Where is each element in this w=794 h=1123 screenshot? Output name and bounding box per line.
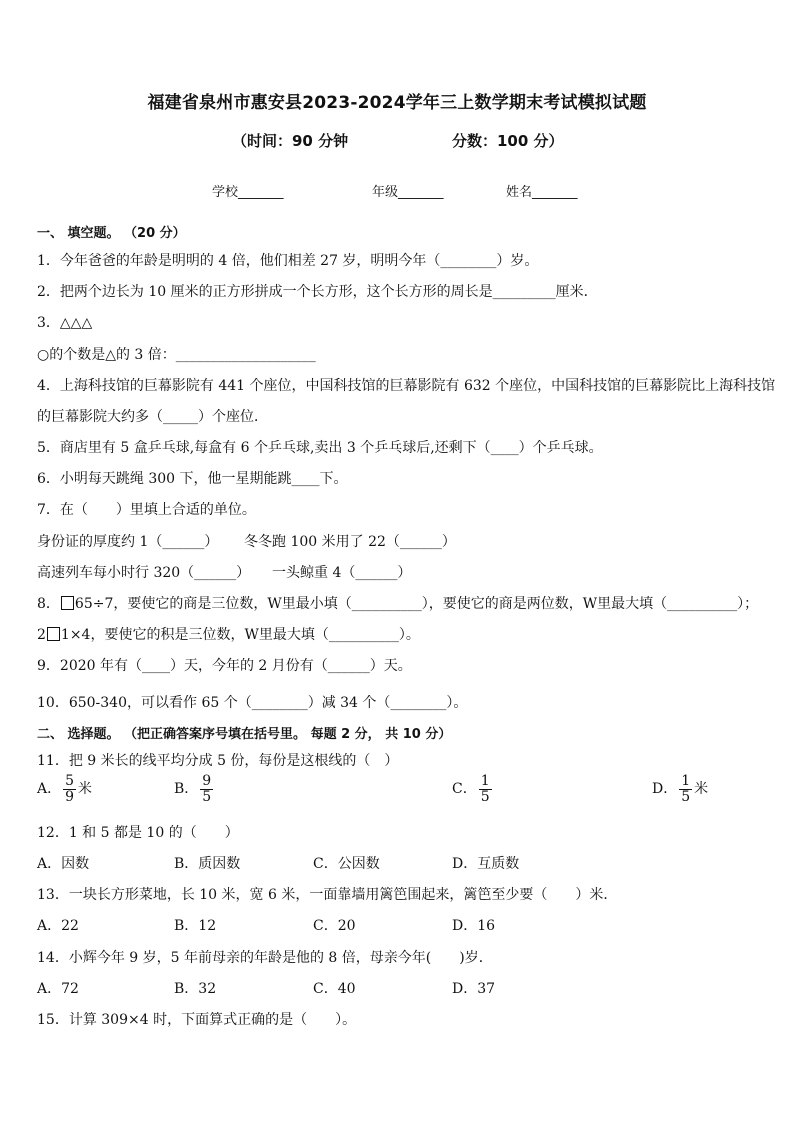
option-label: A． bbox=[37, 781, 62, 798]
unit: 米 bbox=[78, 781, 93, 798]
question-14-option-c: C．40 bbox=[313, 981, 356, 997]
question-12-option-b: B．质因数 bbox=[174, 856, 241, 872]
question-14-option-d: D．37 bbox=[452, 981, 496, 997]
question-7-item-a: 身份证的厚度约 1（______） bbox=[37, 534, 219, 550]
fraction-denominator: 9 bbox=[65, 788, 75, 805]
question-8-number: 8． bbox=[37, 596, 60, 612]
question-14-stem: 14．小辉今年 9 岁，5 年前母亲的年龄是他的 8 倍，母亲今年( )岁． bbox=[37, 950, 493, 966]
question-7-item-c: 高速列车每小时行 320（______） bbox=[37, 565, 251, 581]
question-9: 9．2020 年有（____）天，今年的 2 月份有（______）天。 bbox=[37, 658, 412, 674]
fraction bbox=[63, 774, 76, 804]
question-10: 10．650-340，可以看作 65 个（________）减 34 个（________）。 bbox=[37, 695, 468, 711]
fraction bbox=[200, 774, 213, 804]
fraction-numerator: 1 bbox=[480, 773, 490, 789]
question-13-option-b: B．12 bbox=[174, 918, 217, 934]
question-11-option-d bbox=[652, 774, 708, 804]
question-2: 2．把两个边长为 10 厘米的正方形拼成一个长方形，这个长方形的周长是_________厘米． bbox=[37, 284, 598, 300]
question-7-item-d: 一头鲸重 4（______） bbox=[272, 565, 412, 581]
unit: 米 bbox=[694, 781, 709, 798]
fraction-numerator: 9 bbox=[202, 773, 212, 789]
fraction-denominator: 5 bbox=[480, 788, 490, 805]
question-8-text-2: 1×4，要使它的积是三位数，W里最大填（__________）。 bbox=[60, 627, 420, 643]
question-13-option-c: C．20 bbox=[313, 918, 356, 934]
exam-time: （时间：90 分钟 bbox=[232, 132, 349, 150]
question-11-stem: 11．把 9 米长的线平均分成 5 份，每份是这根线的（ ） bbox=[37, 753, 399, 769]
question-13-option-a: A．22 bbox=[37, 918, 79, 934]
question-4-line2: 的巨幕影院大约多（_____）个座位． bbox=[37, 409, 268, 425]
section-choice-title: 二、 选择题。 （把正确答案序号填在括号里。 每题 2 分， 共 10 分） bbox=[37, 727, 452, 742]
question-8-digit: 2 bbox=[37, 627, 46, 643]
option-label: C． bbox=[452, 781, 477, 798]
question-12-option-c: C．公因数 bbox=[313, 856, 380, 872]
question-14-option-b: B．32 bbox=[174, 981, 217, 997]
question-7-item-b: 冬冬跑 100 米用了 22（______） bbox=[244, 534, 456, 550]
question-12-option-d: D．互质数 bbox=[452, 856, 520, 872]
blank-box-icon bbox=[61, 596, 74, 610]
question-8-line2 bbox=[37, 624, 420, 644]
option-label: B． bbox=[174, 781, 199, 798]
question-11-option-a bbox=[37, 774, 92, 804]
question-12-stem: 12．1 和 5 都是 10 的（ ） bbox=[37, 825, 239, 841]
question-8-line1 bbox=[37, 593, 758, 613]
question-11-option-c bbox=[452, 774, 494, 804]
section-fill-blank-title: 一、 填空题。 （20 分） bbox=[37, 226, 186, 241]
question-12-option-a: A．因数 bbox=[37, 856, 90, 872]
fraction bbox=[479, 774, 492, 804]
fraction-numerator: 5 bbox=[65, 773, 75, 789]
option-label: D． bbox=[652, 781, 678, 798]
fraction bbox=[679, 774, 692, 804]
exam-score: 分数：100 分） bbox=[452, 132, 564, 150]
question-11-option-b bbox=[174, 774, 215, 804]
question-3-prompt: ○的个数是△的 3 倍：____________________ bbox=[37, 347, 316, 363]
fraction-numerator: 1 bbox=[681, 773, 691, 789]
question-8-text: 65÷7，要使它的商是三位数，W里最小填（__________），要使它的商是两位数，W里最大填（__________）； bbox=[74, 596, 759, 612]
grade-field: 年级_______ bbox=[372, 185, 444, 200]
question-4-line1: 4．上海科技馆的巨幕影院有 441 个座位，中国科技馆的巨幕影院有 632 个座位，中国科技馆的巨幕影院比上海科技馆 bbox=[37, 378, 776, 394]
question-14-option-a: A．72 bbox=[37, 981, 79, 997]
question-6: 6．小明每天跳绳 300 下，他一星期能跳____下。 bbox=[37, 471, 348, 487]
question-1: 1．今年爸爸的年龄是明明的 4 倍，他们相差 27 岁，明明今年（________）岁。 bbox=[37, 253, 539, 269]
fraction-denominator: 5 bbox=[202, 788, 212, 805]
question-5: 5．商店里有 5 盒乒乓球,每盒有 6 个乒乓球,卖出 3 个乒乓球后,还剩下（____）个乒乓球。 bbox=[37, 440, 603, 456]
question-13-option-d: D．16 bbox=[452, 918, 496, 934]
fraction-denominator: 5 bbox=[681, 788, 691, 805]
question-3-triangles: 3．△△△ bbox=[37, 315, 93, 331]
school-field: 学校_______ bbox=[212, 185, 284, 200]
blank-box-icon bbox=[47, 627, 60, 641]
name-field: 姓名_______ bbox=[506, 185, 578, 200]
question-15-stem: 15．计算 309×4 时，下面算式正确的是（ ）。 bbox=[37, 1012, 357, 1028]
page-title: 福建省泉州市惠安县2023-2024学年三上数学期末考试模拟试题 bbox=[147, 93, 647, 113]
question-7-stem: 7．在（ ）里填上合适的单位。 bbox=[37, 502, 256, 518]
question-13-stem: 13．一块长方形菜地，长 10 米，宽 6 米，一面靠墙用篱笆围起来，篱笆至少要（ ）米． bbox=[37, 887, 618, 903]
